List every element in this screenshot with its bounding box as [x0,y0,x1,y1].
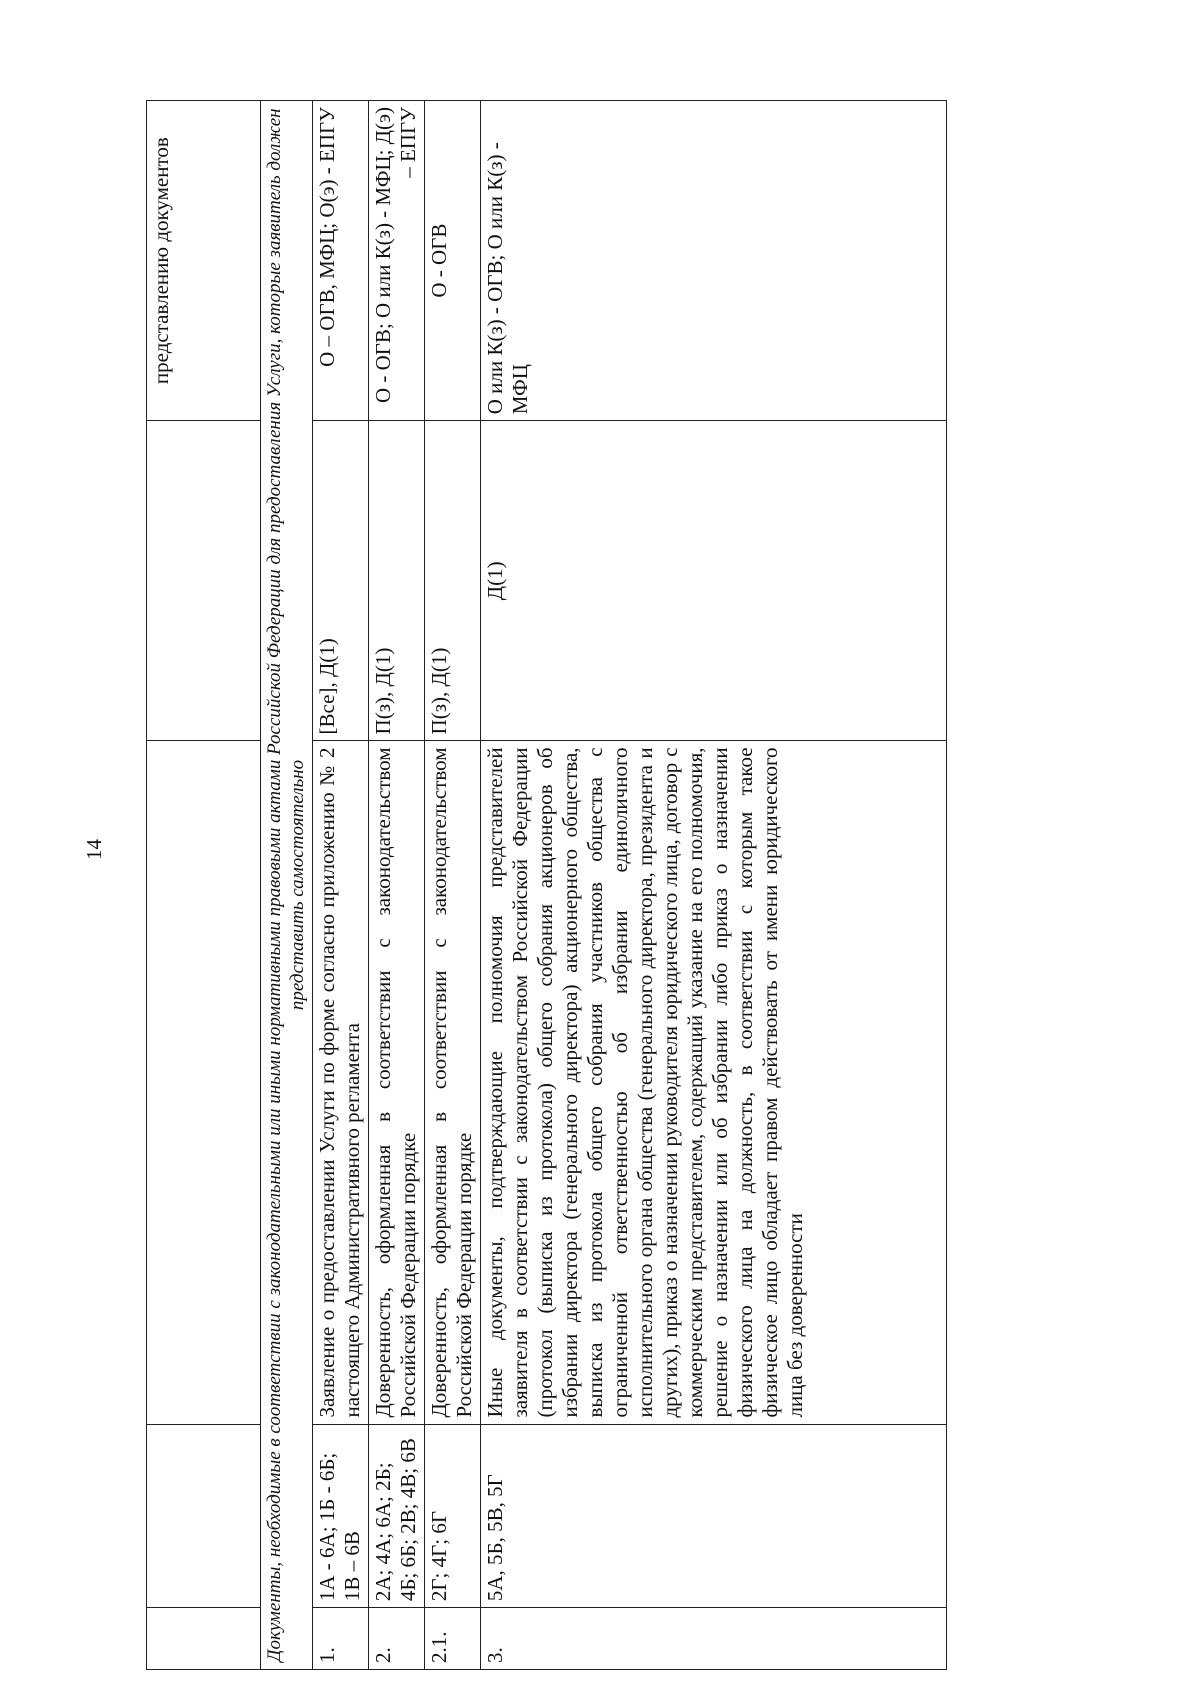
documents-table [146,100,947,1670]
row-requirement: П(з), Д(1) [425,421,481,741]
section-row [261,101,313,1670]
row-cases: 2А; 4А; 6А; 2Б; 4Б; 6Б; 2В; 4В; 6В [369,1424,425,1608]
row-cases: 1А - 6А; 1Б - 6Б; 1В – 6В [313,1424,369,1608]
row-method: О - ОГВ [425,101,481,421]
header-cell-2 [147,1424,261,1608]
row-requirement: Д(1) [481,421,947,741]
section-title: Документы, необходимые в соответствии с законодательными или иными нормативными правовыми актами Российской Федерации для предоставления Услуги, которые заявитель должен представить самостоятельно [261,101,313,1670]
table-header-row [147,101,261,1670]
page-number: 14 [82,839,106,860]
row-document: Заявление о предоставлении Услуги по форме согласно приложению № 2 настоящего Административного регламента [313,741,369,1424]
row-requirement: [Все], Д(1) [313,421,369,741]
row-document: Доверенность, оформленная в соответствии с законодательством Российской Федерации порядке [425,741,481,1424]
row-number: 2.1. [425,1608,481,1670]
row-number: 1. [313,1608,369,1670]
header-cell-1 [147,1608,261,1670]
header-cell-4 [147,421,261,741]
table-row [369,101,425,1670]
rotated-table-container [146,100,1046,1670]
row-method: О – ОГВ, МФЦ; О(э) - ЕПГУ [313,101,369,421]
row-cases: 5А, 5Б, 5В, 5Г [481,1424,947,1608]
table-row [481,101,947,1670]
row-document: Доверенность, оформленная в соответствии с законодательством Российской Федерации порядке [369,741,425,1424]
row-number: 2. [369,1608,425,1670]
row-method: О - ОГВ; О или К(з) - МФЦ; Д(э) – ЕПГУ [369,101,425,421]
row-method: О или К(з) - ОГВ; О или К(з) - МФЦ [481,101,947,421]
row-requirement: П(з), Д(1) [369,421,425,741]
row-cases: 2Г; 4Г; 6Г [425,1424,481,1608]
table-row [425,101,481,1670]
header-cell-method: представлению документов [147,101,261,421]
header-cell-3 [147,741,261,1424]
row-document: Иные документы, подтверждающие полномочия представителей заявителя в соответствии с законодательством Российской Федерации (протокол (выписка из протокола) общего собрания акционеров об избрании директора (генерального директора) акционерного общества, выписка из протокола общего собрания участников общества с ограниченной ответственностью об избрании единоличного исполнительного органа общества (генерального директора, президента и других), приказ о назначении руководителя юридического лица, договор с коммерческим представителем, содержащий указание на его полномочия, решение о назначении или об избрании либо приказ о назначении физического лица на должность, в соответствии с которым такое физическое лицо обладает правом действовать от имени юридического лица без доверенности [481,741,947,1424]
row-number: 3. [481,1608,947,1670]
table-row [313,101,369,1670]
